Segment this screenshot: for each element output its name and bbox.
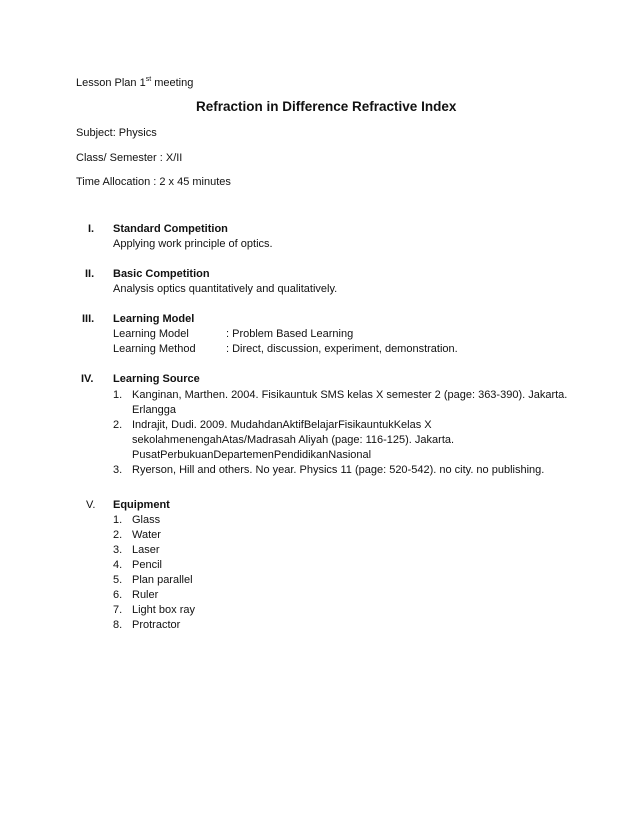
equipment-item-laser: Laser [132, 544, 160, 556]
equipment-item-number: 7. [113, 604, 123, 616]
source-item-line: PusatPerbukuanDepartemenPendidikanNasional [132, 449, 372, 461]
learning-model-value: : Problem Based Learning [226, 328, 354, 340]
lesson-plan-suffix: meeting [151, 77, 194, 89]
section-numeral-1: I. [88, 223, 95, 235]
section-heading-equipment: Equipment [113, 499, 170, 511]
source-item-line: Erlangga [132, 404, 177, 416]
section-numeral-2: II. [85, 268, 95, 280]
class-semester-line: Class/ Semester : X/II [76, 152, 183, 164]
section-heading-learning-source: Learning Source [113, 373, 200, 385]
lesson-plan-prefix: Lesson Plan 1 [76, 77, 146, 89]
section-text-basic-competition: Analysis optics quantitatively and qualitatively. [113, 283, 338, 295]
source-item-number: 2. [113, 419, 123, 431]
source-item-line: Indrajit, Dudi. 2009. MudahdanAktifBelajarFisikauntukKelas X [132, 419, 432, 431]
equipment-item-plan-parallel: Plan parallel [132, 574, 193, 586]
equipment-item-light-box-ray: Light box ray [132, 604, 195, 616]
section-numeral-5: V. [86, 499, 96, 511]
equipment-item-number: 6. [113, 589, 123, 601]
equipment-item-protractor: Protractor [132, 619, 181, 631]
source-item-number: 3. [113, 464, 123, 476]
section-heading-basic-competition: Basic Competition [113, 268, 210, 280]
equipment-item-number: 2. [113, 529, 123, 541]
source-item-number: 1. [113, 389, 123, 401]
equipment-item-glass: Glass [132, 514, 161, 526]
source-item-line: Kanginan, Marthen. 2004. Fisikauntuk SMS kelas X semester 2 (page: 363-390). Jakarta. [132, 389, 568, 401]
section-heading-learning-model: Learning Model [113, 313, 195, 325]
source-item-line: sekolahmenengahAtas/Madrasah Aliyah (page: 116-125). Jakarta. [132, 434, 455, 446]
learning-model-label: Learning Model [113, 328, 189, 340]
equipment-item-number: 1. [113, 514, 123, 526]
document-title: Refraction in Difference Refractive Index [196, 99, 457, 114]
equipment-item-pencil: Pencil [132, 559, 162, 571]
equipment-item-number: 3. [113, 544, 123, 556]
lesson-plan-superscript: st [145, 76, 152, 83]
subject-line: Subject: Physics [76, 127, 157, 139]
equipment-item-number: 4. [113, 559, 123, 571]
source-item-line: Ryerson, Hill and others. No year. Physics 11 (page: 520-542). no city. no publishing. [132, 464, 545, 476]
time-allocation-line: Time Allocation : 2 x 45 minutes [76, 176, 231, 188]
lesson-plan-label [76, 76, 193, 90]
equipment-item-number: 8. [113, 619, 123, 631]
learning-method-label: Learning Method [113, 343, 196, 355]
section-numeral-3: III. [82, 313, 95, 325]
section-numeral-4: IV. [81, 373, 94, 385]
learning-method-value: : Direct, discussion, experiment, demonstration. [226, 343, 458, 355]
section-heading-standard-competition: Standard Competition [113, 223, 228, 235]
section-text-standard-competition: Applying work principle of optics. [113, 238, 273, 250]
equipment-item-number: 5. [113, 574, 123, 586]
equipment-item-water: Water [132, 529, 161, 541]
equipment-item-ruler: Ruler [132, 589, 159, 601]
